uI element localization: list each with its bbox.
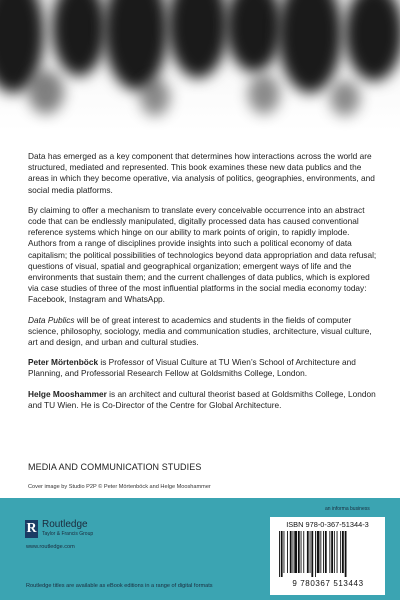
cover-art-blurred-image xyxy=(0,0,400,132)
cover-image-credit: Cover image by Studio P2P © Peter Mörtenböck and Helge Mooshammer xyxy=(28,484,211,490)
audience-text: will be of great interest to academics and students in the fields of computer science, philosophy, sociology, media and communication studies, architecture, visual culture, art and design, and urban and cultural studies. xyxy=(28,314,372,348)
publisher-subtitle: Taylor & Francis Group xyxy=(42,531,94,537)
barcode-icon xyxy=(279,531,377,577)
audience-paragraph xyxy=(28,315,378,349)
author-name-2: Helge Mooshammer xyxy=(28,388,107,399)
barcode-digits: 9 780367 513443 xyxy=(292,579,364,588)
publisher-url: www.routledge.com xyxy=(26,544,75,550)
description-paragraph-2: By claiming to offer a mechanism to translate every conceivable occurrence into an abstract code that can be endlessly manipulated, digitally processed data has caused conventional reference systems which hinge on our ability to mark points of origin, to rapidly implode. Authors from a range of disciplines provide insights into such a political economy of data capitalism; the political possibilities of technologics beyond data appropriation and data refusal; questions of visual, spatial and geographical organization; emergent ways of life and the environments that sustain them; and the current challenges of data publics, which is explored via case studies of three of the most influential platforms in the social media economy today: Facebook, Instagram and WhatsApp. xyxy=(28,204,377,305)
subject-category: MEDIA AND COMMUNICATION STUDIES xyxy=(28,462,202,472)
informa-business-mark: an informa business xyxy=(325,506,370,512)
author-name-1: Peter Mörtenböck xyxy=(28,357,99,368)
isbn-barcode-panel xyxy=(270,517,385,595)
book-title: Data Publics xyxy=(28,314,75,325)
back-cover-blurb xyxy=(28,151,378,420)
author-bio-2 xyxy=(28,389,378,411)
description-paragraph-1: Data has emerged as a key component that determines how interactions across the world are structured, mediated and represented. This book examines these new data publics and the areas in which they become operative, via analysis of politics, geographies, environments, and social media platforms. xyxy=(28,151,375,195)
ebook-availability-note: Routledge titles are available as eBook editions in a range of digital formats xyxy=(26,583,213,589)
routledge-r-icon: R xyxy=(26,521,37,536)
publisher-name: Routledge xyxy=(42,519,88,530)
author-bio-text-1: is Professor of Visual Culture at TU Wien’s School of Architecture and Planning, and Professorial Research Fellow at Goldsmiths College, London. xyxy=(28,357,356,379)
author-bio-1 xyxy=(28,357,378,379)
author-bio-text-2: is an architect and cultural theorist based at Goldsmiths College, London and TU Wien. He is Co-Director of the Centre for Global Architecture. xyxy=(28,388,376,410)
isbn-number: ISBN 978-0-367-51344-3 xyxy=(286,520,369,529)
